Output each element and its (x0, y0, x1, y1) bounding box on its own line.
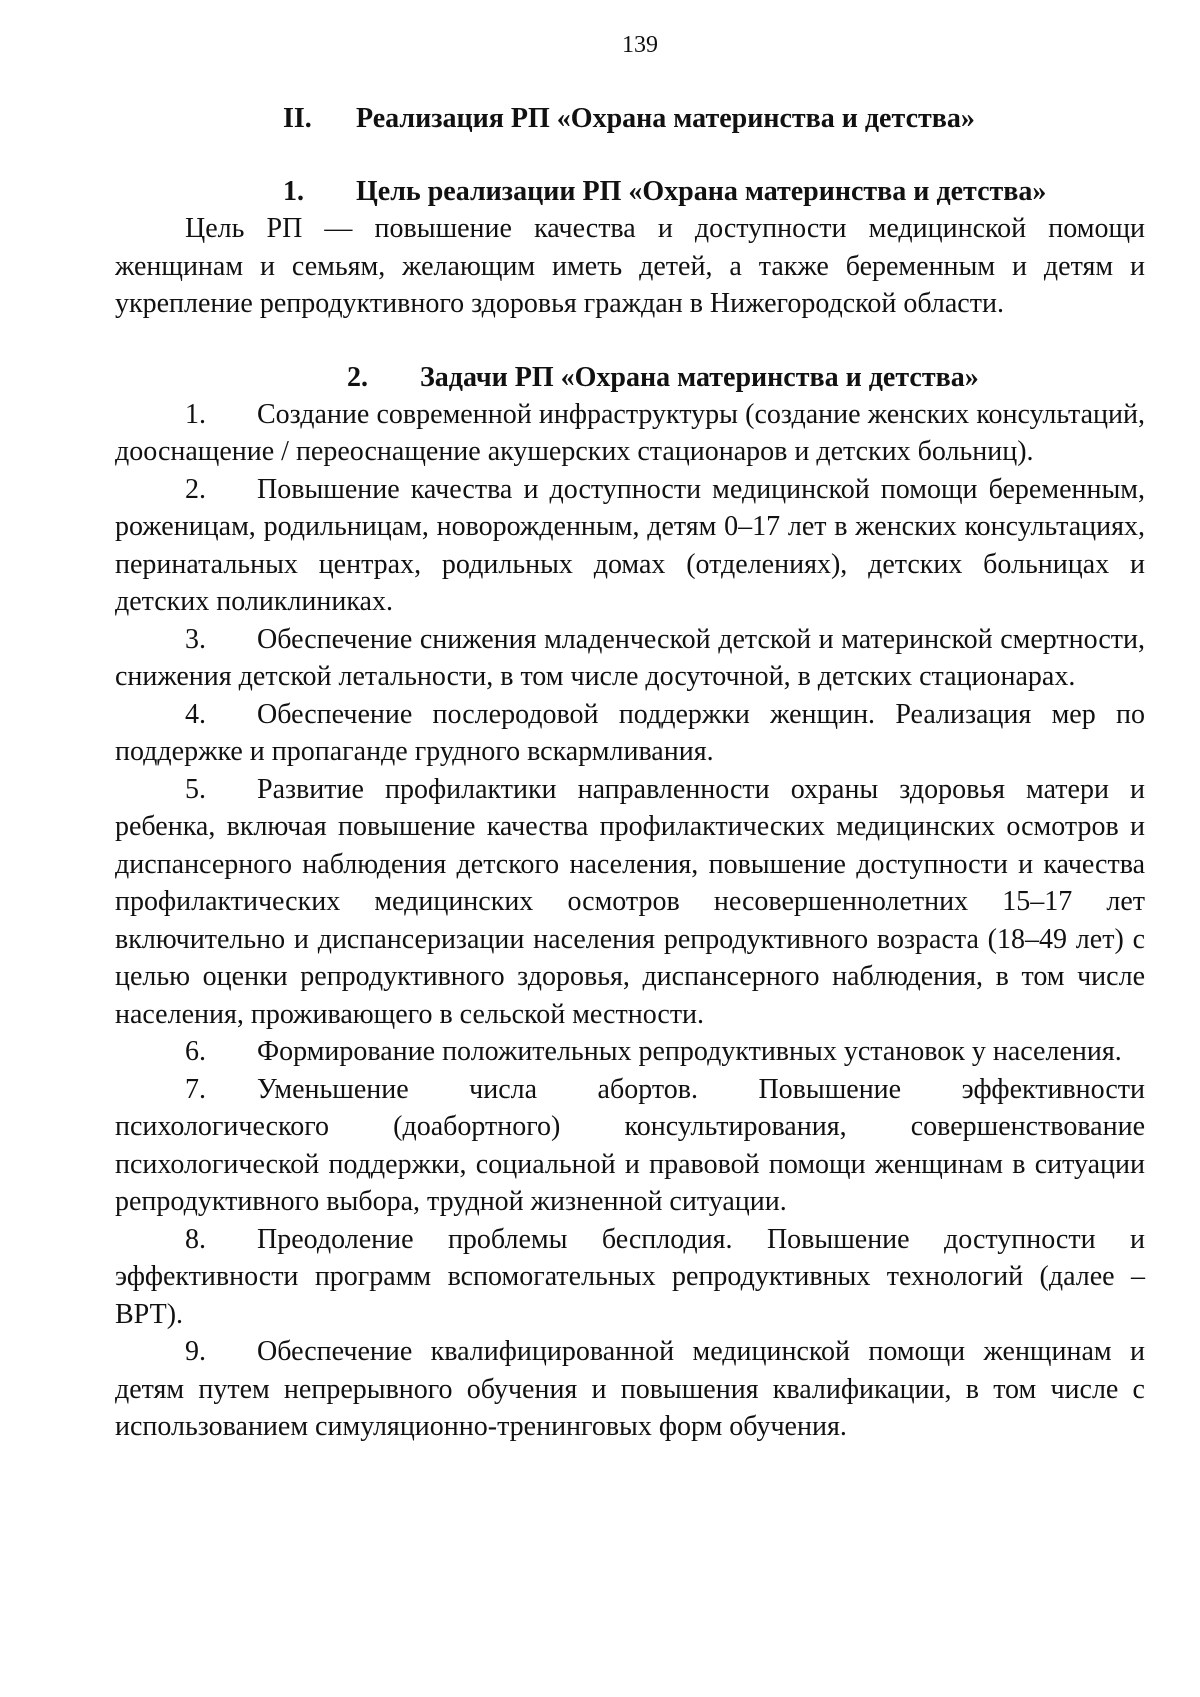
tasks-heading (115, 359, 1145, 396)
tasks-title: Задачи РП «Охрана материнства и детства» (420, 361, 979, 393)
tasks-number: 2. (347, 361, 368, 393)
item-number: 5. (185, 773, 206, 805)
section-heading (115, 100, 1145, 137)
goal-title: Цель реализации РП «Охрана материнства и детства» (356, 176, 1047, 207)
goal-number: 1. (283, 176, 304, 207)
item-text: Обеспечение снижения младенческой детской и материнской смертности, снижения детской летальности, в том числе досуточной, в детских стационарах. (115, 623, 1145, 692)
goal-paragraph: Цель РП — повышение качества и доступности медицинской помощи женщинам и семьям, желающим иметь детей, а также беременным и детям и укрепление репродуктивного здоровья граждан в Нижегородской области. (115, 213, 1145, 319)
item-number: 8. (185, 1223, 206, 1255)
list-item (115, 396, 1145, 471)
document-page (115, 30, 1145, 1446)
list-item (115, 1071, 1145, 1221)
section-number: II. (283, 103, 312, 134)
list-item (115, 621, 1145, 696)
item-text: Обеспечение послеродовой поддержки женщин. Реализация мер по поддержке и пропаганде грудного вскармливания. (115, 698, 1145, 767)
item-text: Уменьшение числа абортов. Повышение эффективности психологического (доабортного) консультирования, совершенствование психологической поддержки, социальной и правовой помощи женщинам в ситуации репродуктивного выбора, трудной жизненной ситуации. (115, 1073, 1145, 1217)
list-item (115, 696, 1145, 771)
item-text: Преодоление проблемы бесплодия. Повышение доступности и эффективности программ вспомогательных репродуктивных технологий (далее – ВРТ). (115, 1223, 1145, 1330)
item-number: 2. (185, 473, 206, 505)
list-item (115, 471, 1145, 621)
list-item (115, 1033, 1145, 1071)
tasks-list (115, 396, 1145, 1446)
item-number: 9. (185, 1336, 206, 1367)
list-item (115, 1221, 1145, 1334)
goal-heading (115, 173, 1145, 210)
list-item (115, 1333, 1145, 1446)
section-title: Реализация РП «Охрана материнства и детства» (356, 103, 975, 134)
item-number: 6. (185, 1036, 206, 1067)
list-item (115, 771, 1145, 1034)
item-number: 1. (185, 398, 206, 430)
item-text: Обеспечение квалифицированной медицинской помощи женщинам и детям путем непрерывного обучения и повышения квалификации, в том числе с использованием симуляционно-тренинговых форм обучения. (115, 1336, 1145, 1442)
item-text: Формирование положительных репродуктивных установок у населения. (257, 1036, 1122, 1067)
item-number: 7. (185, 1073, 206, 1105)
page-number: 139 (622, 32, 658, 58)
item-number: 3. (185, 623, 206, 655)
item-text: Повышение качества и доступности медицинской помощи беременным, роженицам, родильницам, новорожденным, детям 0–17 лет в женских консультациях, перинатальных центрах, родильных домах (отделениях), детских больницах и детских поликлиниках. (115, 473, 1145, 617)
item-text: Создание современной инфраструктуры (создание женских консультаций, дооснащение / переоснащение акушерских стационаров и детских больниц). (115, 398, 1145, 467)
item-number: 4. (185, 698, 206, 730)
item-text: Развитие профилактики направленности охраны здоровья матери и ребенка, включая повышение качества профилактических медицинских осмотров и диспансерного наблюдения детского населения, повышение доступности и качества профилактических медицинских осмотров несовершеннолетних 15–17 лет включительно и диспансеризации населения репродуктивного возраста (18–49 лет) с целью оценки репродуктивного здоровья, диспансерного наблюдения, в том числе населения, проживающего в сельской местности. (115, 773, 1145, 1030)
